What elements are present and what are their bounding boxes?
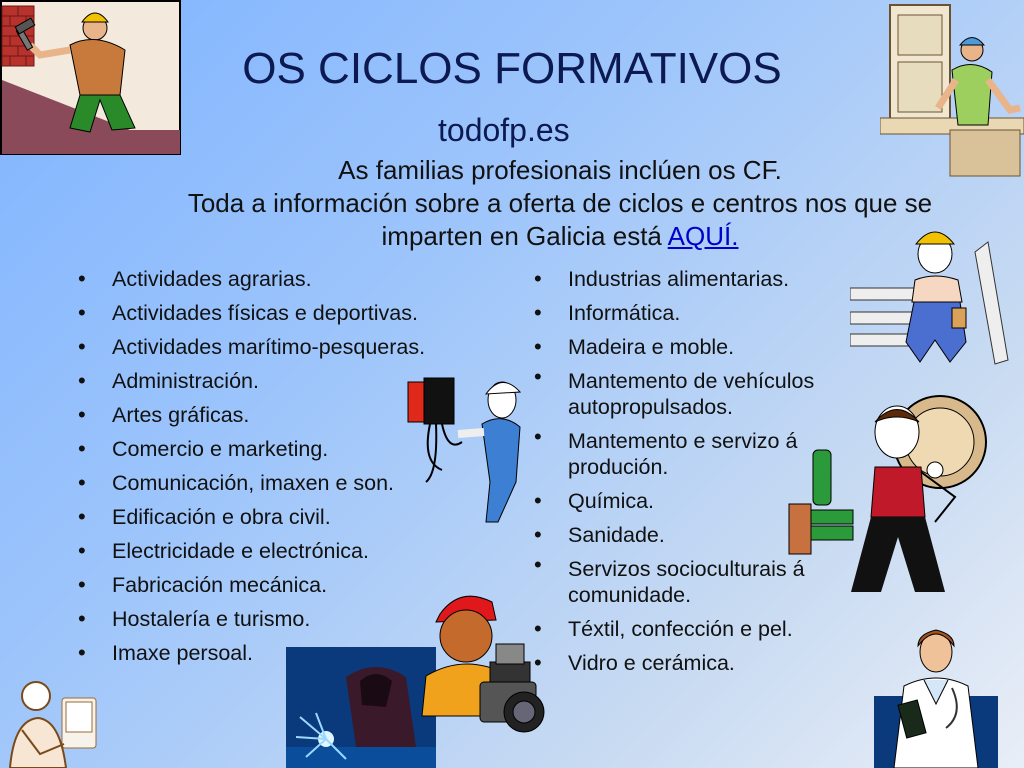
list-item: • Comercio e marketing. <box>72 432 522 466</box>
list-item: • Madeira e moble. <box>528 330 858 364</box>
office-worker-icon <box>0 670 100 768</box>
list-item: • Edificación e obra civil. <box>72 500 522 534</box>
list-item: • Química. <box>528 484 858 518</box>
intro-line-3-prefix: imparten en Galicia está <box>381 221 668 251</box>
list-item: • Informática. <box>528 296 858 330</box>
bricklayer-icon <box>0 0 182 156</box>
list-item: • Imaxe persoal. <box>72 636 522 670</box>
welder-icon <box>286 647 436 768</box>
list-item: • Vidro e cerámica. <box>528 646 858 680</box>
list-item: • Actividades marítimo-pesqueras. <box>72 330 522 364</box>
slide-title: OS CICLOS FORMATIVOS <box>242 44 782 93</box>
slide-subtitle: todofp.es <box>438 112 570 148</box>
list-item: • Hostalería e turismo. <box>72 602 522 636</box>
waiter-icon <box>785 392 990 597</box>
list-item: • Electricidade e electrónica. <box>72 534 522 568</box>
list-item: • Fabricación mecánica. <box>72 568 522 602</box>
list-item: • Mantemento e servizo á produción. <box>528 424 858 484</box>
carpenter-icon <box>880 0 1024 178</box>
electrician-icon <box>402 372 532 527</box>
list-item: • Industrias alimentarias. <box>528 262 858 296</box>
aqui-link[interactable]: AQUÍ. <box>667 221 739 251</box>
list-item: • Mantemento de vehículos autopropulsados. <box>528 364 858 424</box>
list-item: • Servizos socioculturais á comunidade. <box>528 552 858 612</box>
metal-worker-icon <box>850 222 1010 372</box>
doctor-icon <box>874 624 998 768</box>
list-item: • Actividades agrarias. <box>72 262 522 296</box>
list-item: • Actividades físicas e deportivas. <box>72 296 522 330</box>
intro-line-1: As familias profesionais inclúen os CF. <box>338 155 782 185</box>
list-item: • Comunicación, imaxen e son. <box>72 466 522 500</box>
photographer-icon <box>420 586 552 748</box>
intro-line-2: Toda a información sobre a oferta de ciclos e centros nos que se <box>187 188 933 218</box>
list-item: • Sanidade. <box>528 518 858 552</box>
list-item: • Téxtil, confección e pel. <box>528 612 858 646</box>
list-item: • Artes gráficas. <box>72 398 522 432</box>
list-item: • Administración. <box>72 364 522 398</box>
